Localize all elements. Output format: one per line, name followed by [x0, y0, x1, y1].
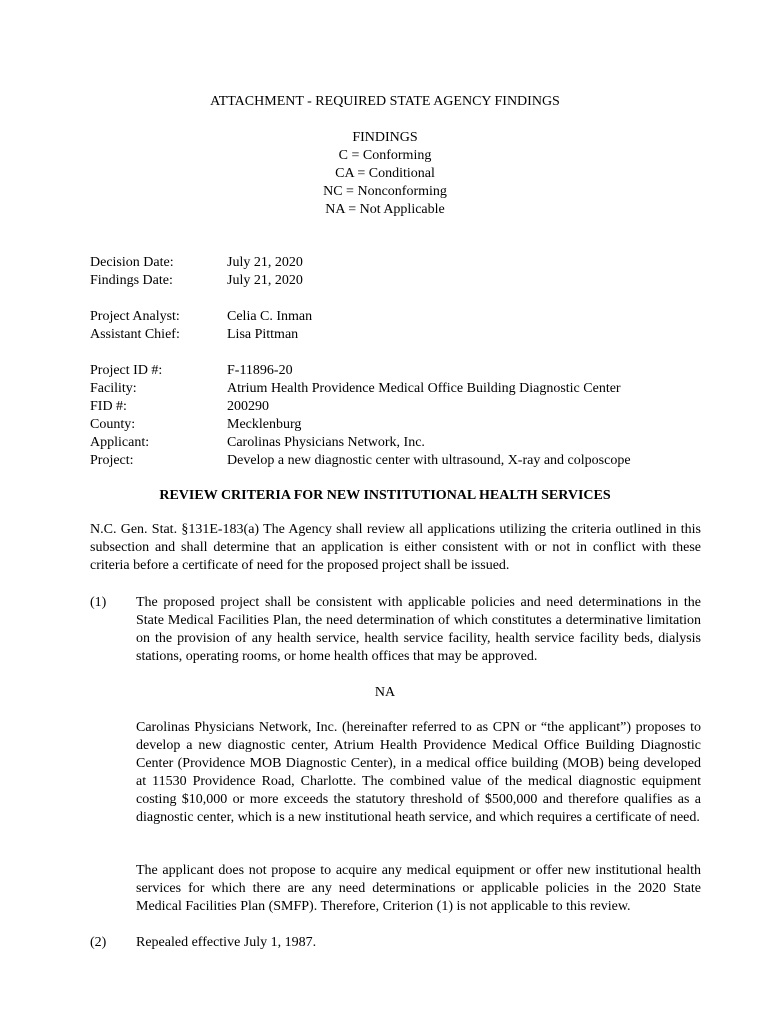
section-heading: REVIEW CRITERIA FOR NEW INSTITUTIONAL HEALTH SERVICES [159, 488, 611, 503]
findings-heading: FINDINGS [352, 130, 418, 145]
decision-date-value: July 21, 2020 [227, 255, 303, 270]
criterion-1-finding: NA [374, 685, 396, 700]
county-label: County: [90, 417, 136, 432]
decision-date-label: Decision Date: [90, 255, 174, 270]
assistant-chief-value: Lisa Pittman [227, 327, 299, 342]
criterion-2-text: Repealed effective July 1, 1987. [136, 935, 317, 950]
fid-value: 200290 [227, 399, 269, 414]
criterion-2-number: (2) [90, 935, 107, 950]
applicant-value: Carolinas Physicians Network, Inc. [227, 435, 425, 450]
findings-date-value: July 21, 2020 [227, 273, 303, 288]
assistant-chief-label: Assistant Chief: [90, 327, 180, 342]
intro-paragraph: N.C. Gen. Stat. §131E-183(a) The Agency shall review all applications utilizing the criteria outlined in this subsection and shall determine that an application is either consistent with or not in conflict with these criteria before a certificate of need for the proposed project shall be issued. [90, 522, 701, 573]
applicant-label: Applicant: [90, 435, 150, 450]
fid-label: FID #: [90, 399, 127, 414]
legend-nonconforming: NC = Nonconforming [323, 184, 447, 199]
criterion-1-discussion-2: The applicant does not propose to acquire any medical equipment or offer new institutional health services for which there are any need determinations or applicable policies in the 2020 State Medical Facilities Plan (SMFP). Therefore, Criterion (1) is not applicable to this review. [136, 863, 701, 914]
facility-value: Atrium Health Providence Medical Office Building Diagnostic Center [227, 381, 621, 396]
project-analyst-label: Project Analyst: [90, 309, 180, 324]
project-value: Develop a new diagnostic center with ultrasound, X-ray and colposcope [227, 453, 631, 468]
findings-date-label: Findings Date: [90, 273, 173, 288]
legend-conforming: C = Conforming [338, 148, 432, 163]
facility-label: Facility: [90, 381, 137, 396]
document-title: ATTACHMENT - REQUIRED STATE AGENCY FINDINGS [210, 94, 560, 109]
legend-not-applicable: NA = Not Applicable [325, 202, 445, 217]
project-analyst-value: Celia C. Inman [227, 309, 313, 324]
project-id-label: Project ID #: [90, 363, 163, 378]
county-value: Mecklenburg [227, 417, 302, 432]
criterion-1-number: (1) [90, 595, 107, 610]
project-id-value: F-11896-20 [227, 363, 293, 378]
project-label: Project: [90, 453, 134, 468]
legend-conditional: CA = Conditional [335, 166, 435, 181]
criterion-1-text: The proposed project shall be consistent with applicable policies and need determinations in the State Medical Facilities Plan, the need determination of which constitutes a determinative limitation on the provision of any health service, health service facility, health service facility beds, dialysis stations, operating rooms, or home health offices that may be approved. [136, 595, 701, 664]
criterion-1-discussion-1: Carolinas Physicians Network, Inc. (hereinafter referred to as CPN or “the applicant”) proposes to develop a new diagnostic center, Atrium Health Providence Medical Office Building Diagnostic Center (Providence MOB Diagnostic Center), in a medical office building (MOB) being developed at 11530 Providence Road, Charlotte. The combined value of the medical diagnostic equipment costing $10,000 or more exceeds the statutory threshold of $500,000 and therefore qualifies as a diagnostic center, which is a new institutional heath service, and which requires a certificate of need. [136, 720, 701, 825]
